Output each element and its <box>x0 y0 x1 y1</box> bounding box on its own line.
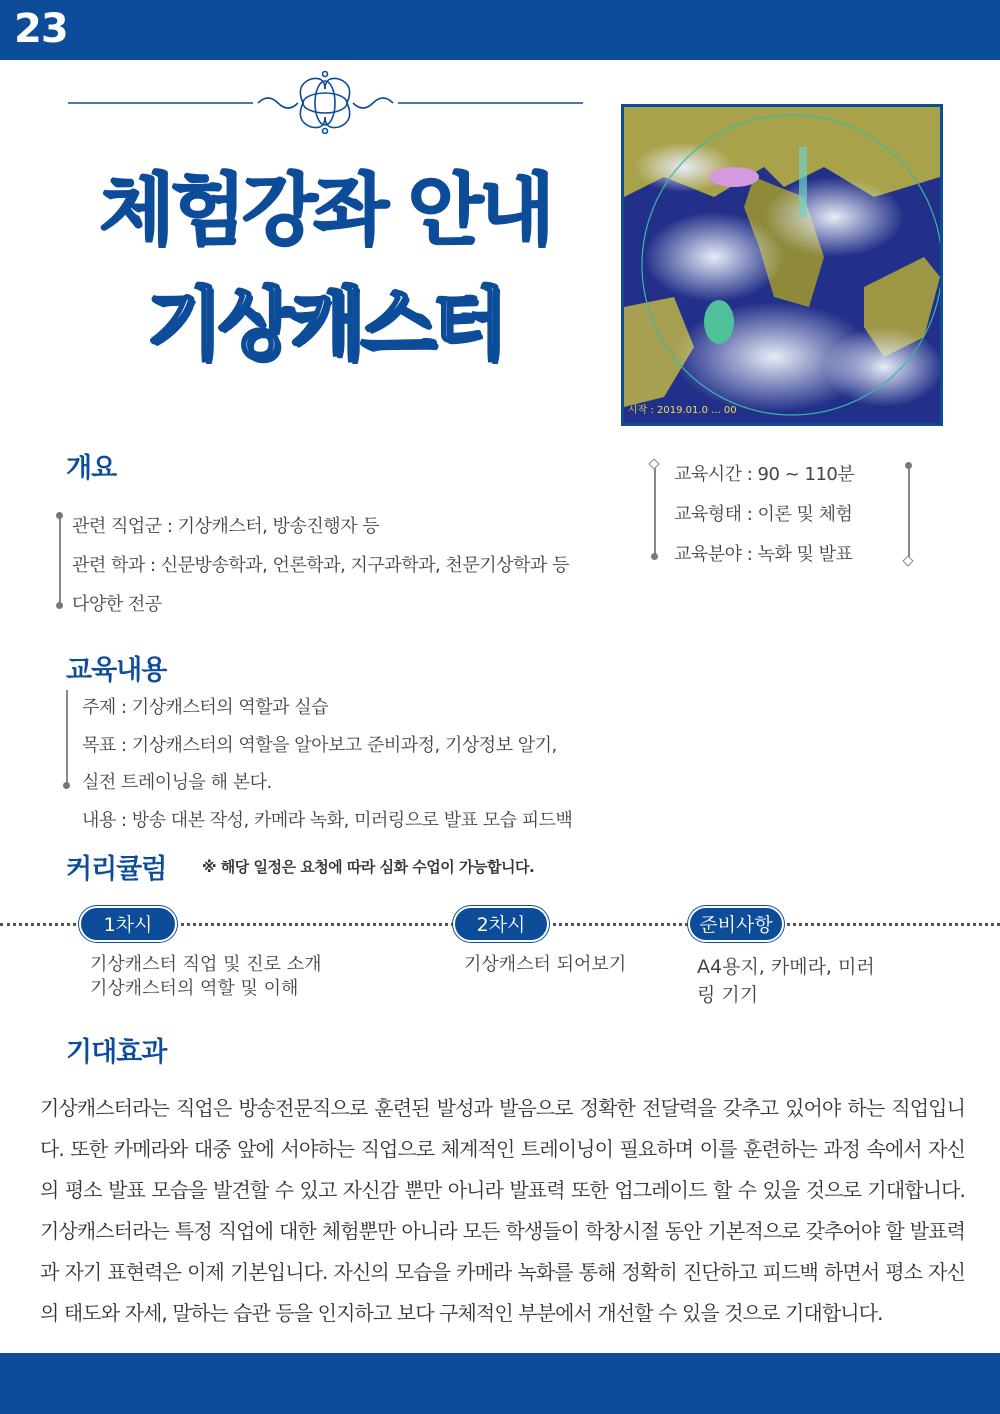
title-line-1: 체험강좌 안내 <box>99 166 551 256</box>
step-2-line-1: 기상캐스터 되어보기 <box>464 954 627 975</box>
info-left-bar <box>654 466 656 556</box>
page-number: 23 <box>14 6 68 52</box>
effect-paragraph: 기상캐스터라는 직업은 방송전문직으로 훈련된 발성과 발음으로 정확한 전달력을 갖추고 있어야 하는 직업입니다. 또한 카메라와 대중 앞에 서야하는 직업으로 체계적인 트레이닝이 필요하며 이를 훈련하는 과정 속에서 자신의 평소 발표 모습을 발견할 수 있고 자신감 뿐만 아니라 발표력 또한 업그레이드 할 수 있을 것으로 기대합니다. 기상캐스터라는 특정 직업에 대한 체험뿐만 아니라 모든 학생들이 학창시절 동안 기본적으로 갖추어야 할 발표력과 자기 표현력은 이제 기본입니다. 자신의 모습을 카메라 녹화를 통해 정확히 진단하고 피드백 하면서 평소 자신의 태도와 자세, 말하는 습관 등을 인지하고 보다 구체적인 부분에서 개선할 수 있을 것으로 기대합니다. <box>40 1096 965 1325</box>
step-1-line-1: 기상캐스터 직업 및 진로 소개 <box>90 954 322 975</box>
step-1-line-2: 기상캐스터의 역할 및 이해 <box>90 978 299 999</box>
ornament-divider <box>68 70 583 134</box>
content-line-2: 목표 : 기상캐스터의 역할을 알아보고 준비과정, 기상정보 알기, <box>82 735 557 756</box>
photo-caption: 시작 : 2019.01.0 ... 00 <box>628 405 737 416</box>
content-heading: 교육내용 <box>66 655 167 686</box>
step-2-pill: 2차시 <box>453 906 549 942</box>
info-line-2: 교육형태 : 이론 및 체험 <box>674 504 853 525</box>
overview-line-2: 관련 학과 : 신문방송학과, 언론학과, 지구과학과, 천문기상학과 등 <box>72 555 569 576</box>
diamond-marker <box>648 458 659 469</box>
info-line-1: 교육시간 : 90 ~ 110분 <box>674 464 855 485</box>
effect-heading: 기대효과 <box>66 1037 167 1068</box>
satellite-image <box>621 104 943 426</box>
content-line-4: 내용 : 방송 대본 작성, 카메라 녹화, 미러링으로 발표 모습 피드백 <box>82 810 573 831</box>
step-1-pill: 1차시 <box>79 906 177 942</box>
prep-line-2: 링 기기 <box>697 984 759 1006</box>
bar-dot <box>651 553 658 560</box>
curriculum-heading: 커리큘럼 <box>66 854 167 885</box>
title-line-2: 기상캐스터 <box>146 280 504 370</box>
content-line-3: 실전 트레이닝을 해 본다. <box>82 772 272 793</box>
info-right-bar <box>908 466 910 560</box>
bar-dot <box>63 782 70 789</box>
curriculum-note: ※ 해당 일정은 요청에 따라 심화 수업이 가능합니다. <box>202 858 535 876</box>
prep-pill: 준비사항 <box>688 906 784 942</box>
bar-dot <box>56 512 63 519</box>
diamond-marker <box>902 555 913 566</box>
overview-line-3: 다양한 전공 <box>72 594 162 615</box>
info-line-3: 교육분야 : 녹화 및 발표 <box>674 544 853 565</box>
overview-bar <box>59 516 61 606</box>
overview-line-1: 관련 직업군 : 기상캐스터, 방송진행자 등 <box>72 516 380 537</box>
content-bar <box>66 690 68 786</box>
content-line-1: 주제 : 기상캐스터의 역할과 실습 <box>82 697 328 718</box>
bar-dot <box>56 602 63 609</box>
overview-heading: 개요 <box>66 453 117 484</box>
bottom-banner <box>0 1353 1000 1414</box>
prep-line-1: A4용지, 카메라, 미러 <box>697 956 875 978</box>
top-banner <box>0 0 1000 60</box>
bar-dot <box>905 462 912 469</box>
